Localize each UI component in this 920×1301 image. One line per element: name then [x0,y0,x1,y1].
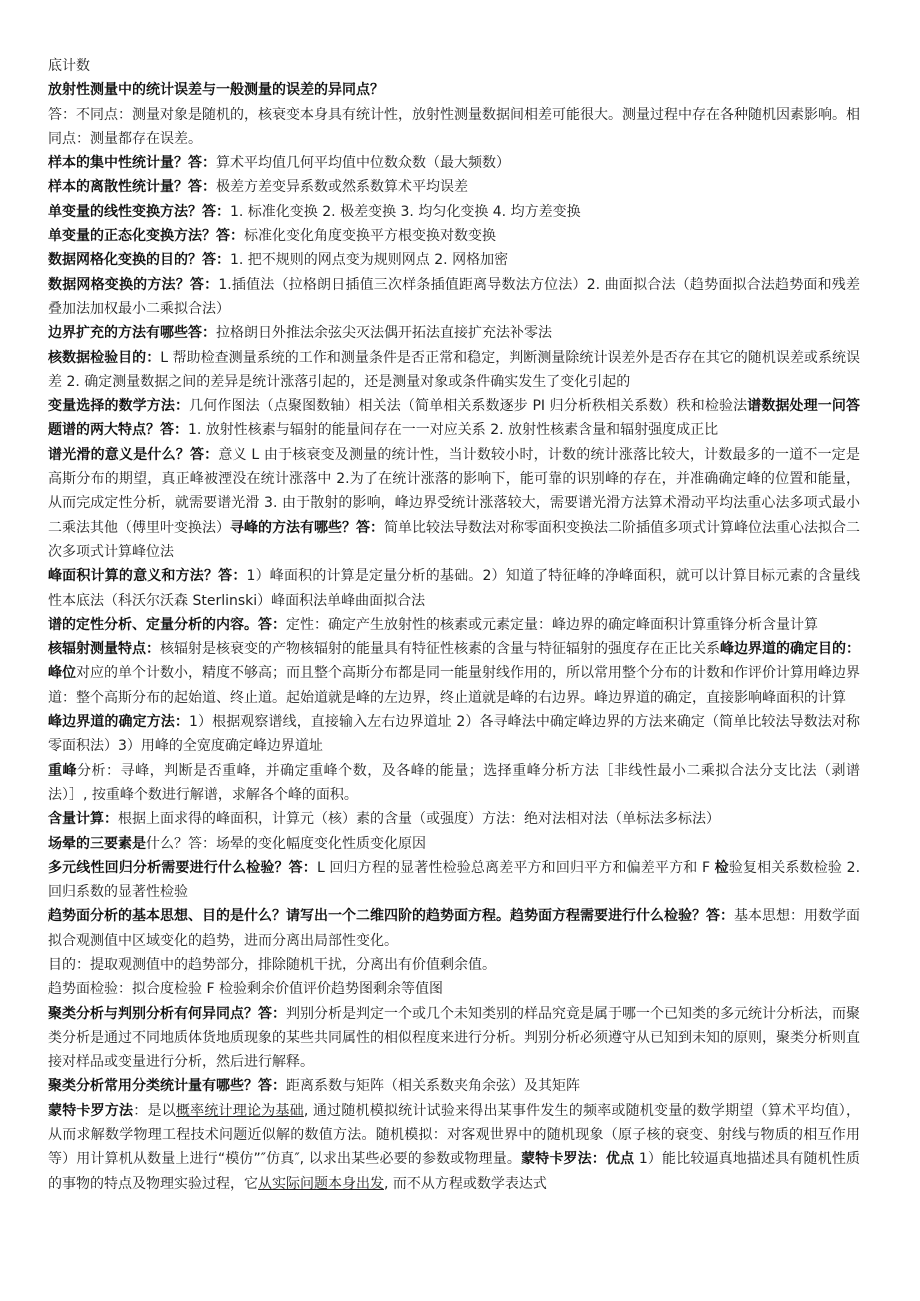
bold-question-text: 变量选择的数学方法： [48,398,190,415]
paragraph [48,346,860,395]
bold-question-text: 寻峰的方法有哪些？答： [230,519,384,536]
body-text: 算术平均值几何平均值中位数众数（最大频数） [216,155,510,172]
body-text: 距离系数与矩阵（相关系数夹角余弦）及其矩阵 [286,1078,580,1095]
body-text: 答：不同点：测量对象是随机的，核衰变本身具有统计性，放射性测量数据间相差可能很大。测量过程中存在各种随机因素影响。相同点：测量都存在误差。 [48,106,860,147]
paragraph [48,807,860,831]
body-text: 简单比较法导数法对称零面积变换法二阶插值多项式计算峰位法重心法拟合二次多项式计算峰位法 [48,519,860,560]
bold-question-text: 趋势面分析的基本思想、目的是什么？请写出一个二维四阶的趋势面方程。趋势面方程需要进行什么检验？答： [48,908,734,925]
paragraph [48,856,860,905]
body-text: 几何作图法（点聚图数轴）相关法（简单相关系数逐步 PI 归分析秩相关系数）秩和检验法 [189,398,748,415]
body-text: 根据上面求得的峰面积，计算元（核）素的含量（或强度）方法：绝对法相对法（单标法多标法） [118,811,720,828]
body-text: 1. 把不规则的网点变为规则网点 2. 网格加密 [230,252,509,269]
body-text: 1）峰面积的计算是定量分析的基础。2）知道了特征峰的净峰面积，就可以计算目标元素的含量线性本底法（科沃尔沃森 Sterlinski）峰面积法单峰曲面拟合法 [48,568,861,609]
paragraph [48,637,860,710]
body-text: 标准化变化角度变换平方根变换对数变换 [244,228,496,245]
bold-question-text: 蒙特卡罗法：优点 [521,1151,635,1168]
body-text: 1. 放射性核素与辐射的能量间存在一一对应关系 2. 放射性核素含量和辐射强度成正比 [188,422,719,439]
paragraph [48,54,860,78]
bold-question-text: 谱数据处理一问答题谱的两大特点？答： [48,398,861,439]
bold-question-text: 聚类分析常用分类统计量有哪些？答： [48,1078,286,1095]
bold-question-text: 样本的集中性统计量？答： [48,155,216,172]
paragraph [48,151,860,175]
bold-question-text: 场晕的三要素是 [48,835,146,852]
paragraph [48,1002,860,1075]
body-text: 1.插值法（拉格朗日插值三次样条插值距离导数法方位法）2. 曲面拟合法（趋势面拟合法趋势面和残差叠加法加权最小二乘拟合法） [48,276,860,317]
paragraph [48,394,860,443]
bold-question-text: 样本的离散性统计量？答： [48,179,216,196]
paragraph [48,977,860,1001]
bold-question-text: 检 [714,859,729,876]
body-text: 核辐射是核衰变的产物核辐射的能量具有特征性核素的含量与特征辐射的强度存在正比关系 [160,641,720,658]
underlined-text: 概率统计理论为基础 [175,1102,304,1119]
bold-question-text: 谱光滑的意义是什么？答： [48,446,219,463]
paragraph [48,175,860,199]
paragraph [48,953,860,977]
bold-question-text: 数据网格化变换的目的？答： [48,252,230,269]
underlined-text: 从实际问题本身出发 [258,1175,384,1192]
body-text: 1. 标准化变换 2. 极差变换 3. 均匀化变换 4. 均方差变换 [230,203,581,220]
bold-question-text: 单变量的正态化变换方法？答： [48,228,244,245]
body-text: L 帮助检查测量系统的工作和测量条件是否正常和稳定，判断测量除统计误差外是否存在其它的随机误差或系统误差 2. 确定测量数据之间的差异是统计涨落引起的，还是测量对象或条件确实发生了变化引起的 [48,349,861,390]
bold-question-text: 核辐射测量特点： [48,641,160,658]
bold-question-text: 含量计算： [48,811,118,828]
body-text: L 回归方程的显著性检验总离差平方和回归平方和偏差平方和 F [316,859,715,876]
body-text: 趋势面检验：拟合度检验 F 检验剩余价值评价趋势图剩余等值图 [48,981,443,998]
bold-question-text: 数据网格变换的方法？答： [48,276,219,293]
body-text: ：是以 [133,1102,176,1119]
paragraph [48,224,860,248]
body-text: 拉格朗日外推法余弦尖灭法偶开拓法直接扩充法补零法 [216,325,552,342]
body-text: 1）能比较逼真地描述具有随机性质的事物的特点及物理实验过程，它 [48,1151,861,1192]
body-text: 底计数 [48,58,90,74]
paragraph [48,904,860,953]
bold-question-text: 多元线性回归分析需要进行什么检验？答： [48,859,317,876]
body-text: 验复相关系数检验 2. 回归系数的显著性检验 [48,859,861,901]
bold-question-text: 核数据检验目的： [48,349,161,366]
body-text: , 通过随机模拟统计试验来得出某事件发生的频率或随机变量的数学期望（算术平均值），从而求解数学物理工程技术问题近似解的数值方法。随机模拟：对客观世界中的随机现象（原子核的衰变、射线与物质的相互作用等）用计算机从数量上进行“模仿”″仿真″, 以求出某些必要的参数或物理量。 [48,1102,861,1168]
paragraph [48,759,860,808]
paragraph [48,273,860,322]
bold-question-text: 峰面积计算的意义和方法？答： [48,568,247,585]
body-text: 判别分析是判定一个或几个未知类别的样品究竟是属于哪一个已知类的多元统计分析法，而聚类分析是通过不同地质体货地质现象的某些共同属性的相似程度来进行分析。判别分析必须遵守从已知到未知的原则，聚类分析则直接对样品或变量进行分析，然后进行解释。 [48,1005,860,1071]
bold-question-text: 峰边界道的确定目的：峰位 [48,641,860,682]
paragraph [48,200,860,224]
body-text: 定性：确定产生放射性的核素或元素定量：峰边界的确定峰面积计算重锋分析含量计算 [286,616,818,633]
bold-question-text: 峰边界道的确定方法： [48,714,189,731]
paragraph [48,1099,860,1196]
bold-question-text: 重峰 [48,762,78,779]
paragraph [48,832,860,856]
paragraph [48,1074,860,1098]
bold-question-text: 聚类分析与判别分析有何异同点？答： [48,1005,286,1022]
paragraph [48,613,860,637]
bold-question-text: 单变量的线性变换方法？答： [48,203,230,220]
body-text: 极差方差变异系数或然系数算术平均误差 [216,179,468,196]
paragraph [48,564,860,613]
body-text: 对应的单个计数小，精度不够高；而且整个高斯分布都是同一能量射线作用的，所以常用整个分布的计数和作评价计算用峰边界道：整个高斯分布的起始道、终止道。起始道就是峰的左边界，终止道就是峰的右边界。峰边界道的确定，直接影响峰面积的计算 [48,665,860,706]
body-text: , 而不从方程或数学表达式 [384,1175,547,1192]
body-text: 目的：提取观测值中的趋势部分，排除随机干扰，分离出有价值剩余值。 [48,956,496,973]
bold-question-text: 边界扩充的方法有哪些答： [48,325,216,342]
paragraph [48,321,860,345]
body-text: 分析：寻峰，判断是否重峰，并确定重峰个数，及各峰的能量；选择重峰分析方法［非线性最小二乘拟合法分支比法（剥谱法）］, 按重峰个数进行解谱，求解各个峰的面积。 [48,762,861,803]
body-text: 什么？答：场晕的变化幅度变化性质变化原因 [146,835,426,852]
bold-question-text: 蒙特卡罗方法 [48,1102,134,1119]
body-text: 意义 L 由于核衰变及测量的统计性，当计数较小时，计数的统计涨落比较大，计数最多的一道不一定是高斯分布的期望，真正峰被湮没在统计涨落中 2.为了在统计涨落的影响下，能可靠的识别峰的存在，并准确确定峰的位置和能量，从而完成定性分析，就需要谱光滑 3. 由于散射的影响，峰边界受统计涨落较大，需要谱光滑方法算术滑动平均法重心法多项式最小二乘法其他（傅里叶变换法） [48,446,861,536]
paragraph [48,710,860,759]
body-text: 1）根据观察谱线，直接输入左右边界道址 2）各寻峰法中确定峰边界的方法来确定（简单比较法导数法对称零面积法）3）用峰的全宽度确定峰边界道址 [48,714,861,755]
paragraph [48,443,860,564]
paragraph [48,103,860,152]
body-text: 基本思想：用数学面拟合观测值中区域变化的趋势，进而分离出局部性变化。 [48,908,860,949]
bold-question-text: 谱的定性分析、定量分析的内容。答： [48,616,286,633]
bold-question-text: 放射性测量中的统计误差与一般测量的误差的异同点？ [48,82,384,99]
paragraph [48,78,860,102]
paragraph [48,248,860,272]
